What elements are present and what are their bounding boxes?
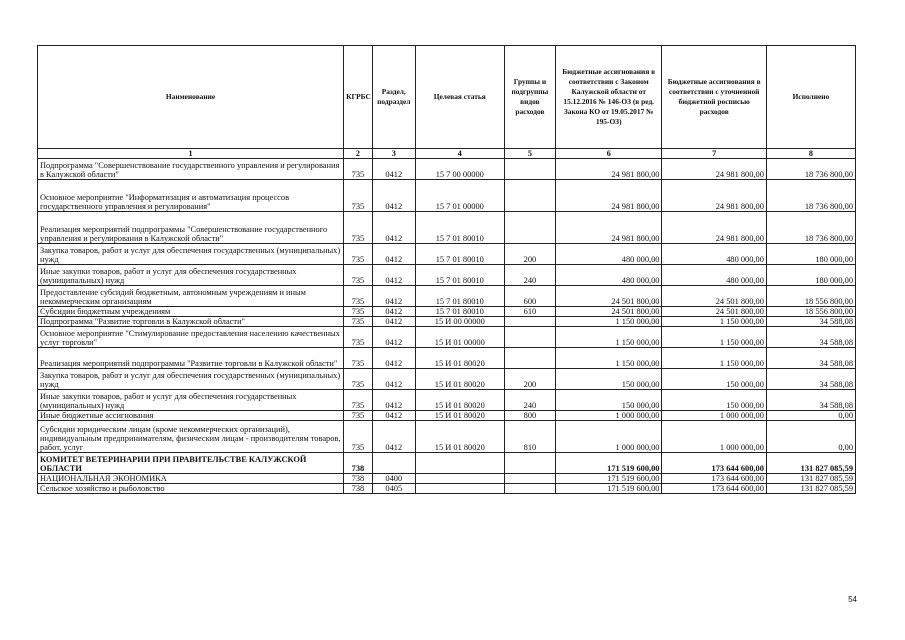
row-expense-type <box>504 159 555 180</box>
row-executed: 34 588,08 <box>766 348 855 369</box>
row-refined-allocation: 24 981 800,00 <box>662 212 766 244</box>
table-row <box>38 212 856 244</box>
row-refined-allocation: 1 150 000,00 <box>662 317 766 327</box>
row-refined-allocation: 24 981 800,00 <box>662 159 766 180</box>
table-row <box>38 159 856 180</box>
row-target-article: 15 7 01 80010 <box>415 286 504 307</box>
row-kgrbs: 735 <box>344 369 373 390</box>
row-executed: 131 827 085,59 <box>766 474 855 484</box>
row-kgrbs: 735 <box>344 348 373 369</box>
row-expense-type: 240 <box>504 390 555 411</box>
row-law-allocation: 1 000 000,00 <box>556 411 662 421</box>
table-row <box>38 244 856 265</box>
row-name: Подпрограмма "Совершенствование государственного управления и регулирования в Калужской области" <box>38 159 344 180</box>
row-target-article <box>415 484 504 494</box>
row-executed: 18 736 800,00 <box>766 159 855 180</box>
row-executed: 34 588,08 <box>766 369 855 390</box>
row-target-article: 15 7 00 00000 <box>415 159 504 180</box>
budget-table <box>37 45 856 494</box>
row-target-article: 15 7 01 80010 <box>415 265 504 286</box>
row-target-article <box>415 453 504 474</box>
column-number-row <box>38 149 856 159</box>
page-number: 54 <box>848 595 857 604</box>
table-row <box>38 307 856 317</box>
row-razdel: 0412 <box>372 411 415 421</box>
row-target-article: 15 И 01 00000 <box>415 327 504 348</box>
row-name: Подпрограмма "Развитие торговли в Калужской области" <box>38 317 344 327</box>
row-target-article: 15 И 01 80020 <box>415 348 504 369</box>
col-num-8: 8 <box>766 149 855 159</box>
row-kgrbs: 735 <box>344 327 373 348</box>
row-law-allocation: 24 501 800,00 <box>556 307 662 317</box>
row-name: Иные бюджетные ассигнования <box>38 411 344 421</box>
header-law-allocations: Бюджетные ассигнования в соответствии с Законом Калужской области от 15.12.2016 № 146-ОЗ (в ред. Закона КО от 19.05.2017 № 195-ОЗ) <box>556 46 662 149</box>
row-kgrbs: 735 <box>344 317 373 327</box>
row-expense-type <box>504 317 555 327</box>
row-executed: 131 827 085,59 <box>766 453 855 474</box>
row-law-allocation: 171 519 600,00 <box>556 484 662 494</box>
table-row <box>38 474 856 484</box>
row-razdel: 0412 <box>372 212 415 244</box>
row-expense-type: 610 <box>504 307 555 317</box>
row-razdel: 0412 <box>372 317 415 327</box>
row-razdel: 0412 <box>372 327 415 348</box>
row-expense-type <box>504 348 555 369</box>
row-name: Закупка товаров, работ и услуг для обеспечения государственных (муниципальных) нужд <box>38 244 344 265</box>
row-target-article: 15 7 01 80010 <box>415 212 504 244</box>
row-refined-allocation: 24 981 800,00 <box>662 180 766 212</box>
row-kgrbs: 735 <box>344 244 373 265</box>
table-row <box>38 286 856 307</box>
row-target-article: 15 И 01 80020 <box>415 411 504 421</box>
row-kgrbs: 735 <box>344 390 373 411</box>
table-row <box>38 348 856 369</box>
row-expense-type: 200 <box>504 244 555 265</box>
row-name: Иные закупки товаров, работ и услуг для обеспечения государственных (муниципальных) нужд <box>38 265 344 286</box>
row-refined-allocation: 173 644 600,00 <box>662 453 766 474</box>
row-kgrbs: 735 <box>344 180 373 212</box>
row-name: Основное мероприятие "Стимулирование предоставления населению качественных услуг торговли" <box>38 327 344 348</box>
row-law-allocation: 1 000 000,00 <box>556 421 662 453</box>
header-row <box>38 46 856 149</box>
row-executed: 180 000,00 <box>766 244 855 265</box>
row-executed: 34 588,08 <box>766 317 855 327</box>
row-expense-type <box>504 484 555 494</box>
row-law-allocation: 150 000,00 <box>556 390 662 411</box>
row-kgrbs: 735 <box>344 212 373 244</box>
table-row <box>38 317 856 327</box>
col-num-3: 3 <box>372 149 415 159</box>
table-row <box>38 411 856 421</box>
row-expense-type: 240 <box>504 265 555 286</box>
row-refined-allocation: 24 501 800,00 <box>662 307 766 317</box>
row-refined-allocation: 173 644 600,00 <box>662 484 766 494</box>
row-kgrbs: 735 <box>344 307 373 317</box>
row-name: Сельское хозяйство и рыболовство <box>38 484 344 494</box>
row-name: Реализация мероприятий подпрограммы "Совершенствование государственного управления и регулирования в Калужской области" <box>38 212 344 244</box>
row-executed: 18 556 800,00 <box>766 307 855 317</box>
row-target-article: 15 7 01 80010 <box>415 244 504 265</box>
row-law-allocation: 1 150 000,00 <box>556 348 662 369</box>
col-num-2: 2 <box>344 149 373 159</box>
row-law-allocation: 24 981 800,00 <box>556 159 662 180</box>
row-kgrbs: 735 <box>344 265 373 286</box>
table-row <box>38 421 856 453</box>
row-razdel: 0412 <box>372 159 415 180</box>
row-law-allocation: 1 150 000,00 <box>556 327 662 348</box>
table-row <box>38 453 856 474</box>
row-expense-type <box>504 180 555 212</box>
row-expense-type <box>504 474 555 484</box>
header-razdel: Раздел, подраздел <box>372 46 415 149</box>
row-executed: 131 827 085,59 <box>766 484 855 494</box>
row-target-article: 15 7 01 80010 <box>415 307 504 317</box>
row-expense-type <box>504 212 555 244</box>
row-razdel: 0412 <box>372 307 415 317</box>
row-executed: 0,00 <box>766 411 855 421</box>
row-name: КОМИТЕТ ВЕТЕРИНАРИИ ПРИ ПРАВИТЕЛЬСТВЕ КАЛУЖСКОЙ ОБЛАСТИ <box>38 453 344 474</box>
row-refined-allocation: 1 000 000,00 <box>662 411 766 421</box>
row-razdel: 0400 <box>372 474 415 484</box>
row-kgrbs: 738 <box>344 484 373 494</box>
row-law-allocation: 24 501 800,00 <box>556 286 662 307</box>
row-law-allocation: 171 519 600,00 <box>556 453 662 474</box>
row-law-allocation: 480 000,00 <box>556 265 662 286</box>
row-name: НАЦИОНАЛЬНАЯ ЭКОНОМИКА <box>38 474 344 484</box>
header-name: Наименование <box>38 46 344 149</box>
row-kgrbs: 738 <box>344 474 373 484</box>
row-refined-allocation: 480 000,00 <box>662 244 766 265</box>
col-num-4: 4 <box>415 149 504 159</box>
col-num-1: 1 <box>38 149 344 159</box>
row-target-article: 15 И 01 80020 <box>415 369 504 390</box>
row-name: Реализация мероприятий подпрограммы "Развитие торговли в Калужской области" <box>38 348 344 369</box>
row-refined-allocation: 150 000,00 <box>662 369 766 390</box>
row-target-article: 15 7 01 00000 <box>415 180 504 212</box>
row-law-allocation: 1 150 000,00 <box>556 317 662 327</box>
row-refined-allocation: 173 644 600,00 <box>662 474 766 484</box>
header-target: Целевая статья <box>415 46 504 149</box>
row-refined-allocation: 480 000,00 <box>662 265 766 286</box>
row-razdel: 0412 <box>372 369 415 390</box>
row-kgrbs: 735 <box>344 159 373 180</box>
row-law-allocation: 24 981 800,00 <box>556 212 662 244</box>
row-executed: 34 588,08 <box>766 390 855 411</box>
row-target-article <box>415 474 504 484</box>
row-razdel: 0412 <box>372 348 415 369</box>
row-name: Иные закупки товаров, работ и услуг для обеспечения государственных (муниципальных) нужд <box>38 390 344 411</box>
row-target-article: 15 И 00 00000 <box>415 317 504 327</box>
row-expense-type <box>504 327 555 348</box>
table-row <box>38 484 856 494</box>
row-executed: 0,00 <box>766 421 855 453</box>
row-kgrbs: 735 <box>344 411 373 421</box>
table-row <box>38 180 856 212</box>
row-kgrbs: 735 <box>344 421 373 453</box>
row-executed: 18 736 800,00 <box>766 180 855 212</box>
row-refined-allocation: 24 501 800,00 <box>662 286 766 307</box>
row-refined-allocation: 1 150 000,00 <box>662 348 766 369</box>
row-kgrbs: 735 <box>344 286 373 307</box>
row-razdel: 0412 <box>372 421 415 453</box>
table-row <box>38 390 856 411</box>
row-kgrbs: 738 <box>344 453 373 474</box>
row-name: Предоставление субсидий бюджетным, автономным учреждениям и иным некоммерческим организациям <box>38 286 344 307</box>
row-razdel: 0412 <box>372 286 415 307</box>
row-razdel: 0412 <box>372 265 415 286</box>
header-expense-groups: Группы и подгруппы видов расходов <box>504 46 555 149</box>
row-name: Субсидии юридическим лицам (кроме некоммерческих организаций), индивидуальным предпринимателям, физическим лицам - производителям товаров, работ, услуг <box>38 421 344 453</box>
row-executed: 34 588,08 <box>766 327 855 348</box>
header-refined-allocations: Бюджетные ассигнования в соответствии с уточненной бюджетной росписью расходов <box>662 46 766 149</box>
row-target-article: 15 И 01 80020 <box>415 421 504 453</box>
row-executed: 180 000,00 <box>766 265 855 286</box>
row-law-allocation: 480 000,00 <box>556 244 662 265</box>
row-executed: 18 736 800,00 <box>766 212 855 244</box>
row-expense-type: 200 <box>504 369 555 390</box>
row-razdel <box>372 453 415 474</box>
row-razdel: 0412 <box>372 180 415 212</box>
row-expense-type <box>504 453 555 474</box>
row-law-allocation: 24 981 800,00 <box>556 180 662 212</box>
row-razdel: 0412 <box>372 244 415 265</box>
row-executed: 18 556 800,00 <box>766 286 855 307</box>
col-num-5: 5 <box>504 149 555 159</box>
row-name: Субсидии бюджетным учреждениям <box>38 307 344 317</box>
row-refined-allocation: 1 150 000,00 <box>662 327 766 348</box>
row-name: Закупка товаров, работ и услуг для обеспечения государственных (муниципальных) нужд <box>38 369 344 390</box>
table-row <box>38 265 856 286</box>
col-num-7: 7 <box>662 149 766 159</box>
row-expense-type: 810 <box>504 421 555 453</box>
header-kgrbs: КГРБС <box>344 46 373 149</box>
row-law-allocation: 150 000,00 <box>556 369 662 390</box>
row-refined-allocation: 1 000 000,00 <box>662 421 766 453</box>
header-executed: Исполнено <box>766 46 855 149</box>
row-expense-type: 600 <box>504 286 555 307</box>
table-row <box>38 369 856 390</box>
row-razdel: 0405 <box>372 484 415 494</box>
row-razdel: 0412 <box>372 390 415 411</box>
row-name: Основное мероприятие "Информатизация и автоматизация процессов государственного управления и регулирования" <box>38 180 344 212</box>
table-row <box>38 327 856 348</box>
row-refined-allocation: 150 000,00 <box>662 390 766 411</box>
row-target-article: 15 И 01 80020 <box>415 390 504 411</box>
row-law-allocation: 171 519 600,00 <box>556 474 662 484</box>
col-num-6: 6 <box>556 149 662 159</box>
row-expense-type: 800 <box>504 411 555 421</box>
